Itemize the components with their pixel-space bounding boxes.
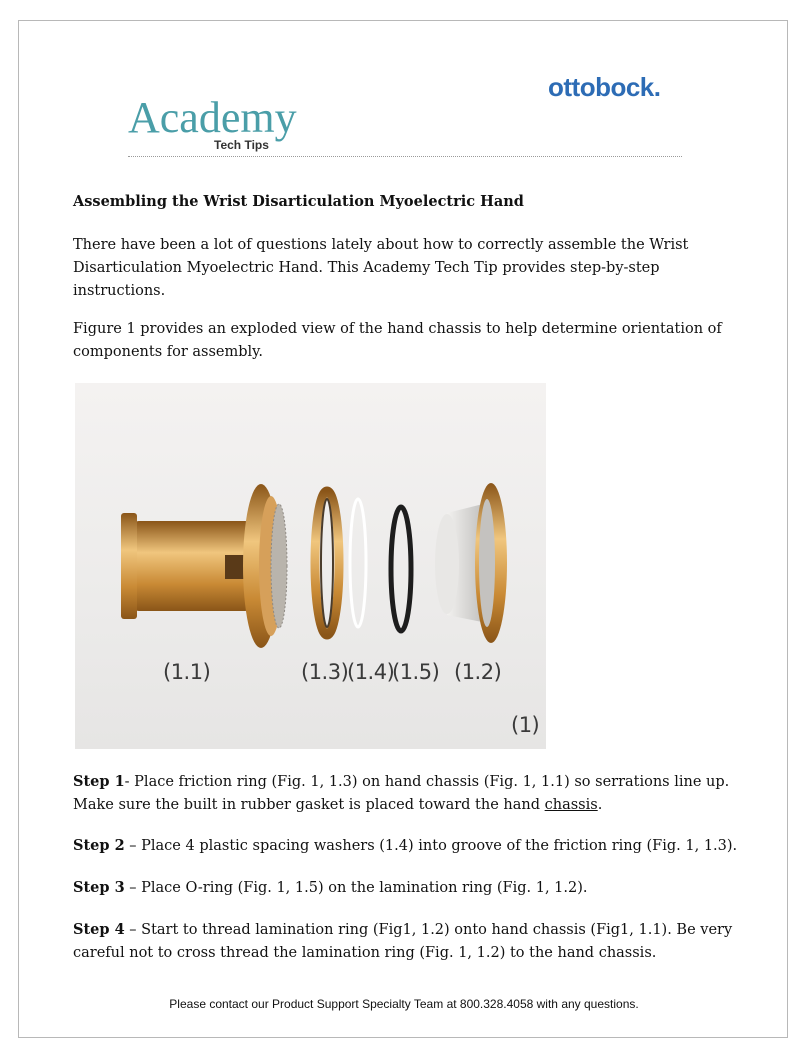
step-4-text: – Start to thread lamination ring (Fig1, 1.2) onto hand chassis (Fig1, 1.1). Be very <box>124 922 733 938</box>
step-4-line <box>73 918 753 942</box>
document-title: Assembling the Wrist Disarticulation Myoelectric Hand <box>73 193 524 210</box>
exploded-view-illustration <box>75 383 546 749</box>
ottobock-logo: ottobock. <box>548 72 661 102</box>
part-label-spacing-washers: (1.4) <box>347 660 395 684</box>
step-4-label: Step 4 <box>73 921 125 938</box>
intro-line: Disarticulation Myoelectric Hand. This Academy Tech Tip provides step-by-step instructions. <box>73 260 660 299</box>
step-4 <box>73 918 753 965</box>
step-3-text: – Place O-ring (Fig. 1, 1.5) on the lamination ring (Fig. 1, 1.2). <box>124 880 588 896</box>
part-label-o-ring: (1.5) <box>392 660 440 684</box>
step-1-text: Make sure the built in rubber gasket is placed toward the hand <box>73 797 545 813</box>
step-1 <box>73 770 753 817</box>
step-2-text: – Place 4 plastic spacing washers (1.4) into groove of the friction ring (Fig. 1, 1.3). <box>124 838 738 854</box>
step-1-line <box>73 770 753 794</box>
figure-intro-paragraph <box>73 318 753 364</box>
part-label-friction-ring: (1.3) <box>301 660 349 684</box>
step-2-label: Step 2 <box>73 837 125 854</box>
academy-logo-subtitle: Tech Tips <box>214 138 269 152</box>
step-3-label: Step 3 <box>73 879 125 896</box>
exploded-view-photo <box>75 383 546 749</box>
intro-paragraph <box>73 234 753 303</box>
hand-chassis-part <box>121 484 287 648</box>
intro-line: There have been a lot of questions lately about how to correctly assemble the Wrist <box>73 237 689 253</box>
contact-footer: Please contact our Product Support Specialty Team at 800.328.4058 with any questions. <box>169 997 639 1011</box>
header-divider <box>128 156 682 157</box>
figure-intro-line: components for assembly. <box>73 344 264 360</box>
part-label-hand-chassis: (1.1) <box>163 660 211 684</box>
step-1-line <box>73 794 753 817</box>
figure-intro-line: Figure 1 provides an exploded view of the hand chassis to help determine orientation of <box>73 321 722 337</box>
step-2 <box>73 834 753 858</box>
step-1-label: Step 1 <box>73 773 125 790</box>
lamination-ring-part <box>435 483 507 643</box>
step-2-line <box>73 834 753 858</box>
step-3 <box>73 876 753 900</box>
friction-ring-part <box>315 491 339 635</box>
step-3-line <box>73 876 753 900</box>
academy-logo-title: Academy <box>128 93 297 142</box>
spacing-washer-part <box>350 499 366 627</box>
step-4-line: careful not to cross thread the lamination ring (Fig. 1, 1.2) to the hand chassis. <box>73 945 657 961</box>
part-label-lamination-ring: (1.2) <box>454 660 502 684</box>
step-1-text: - Place friction ring (Fig. 1, 1.3) on hand chassis (Fig. 1, 1.1) so serrations line up. <box>124 774 730 790</box>
o-ring-part <box>391 507 411 631</box>
step-1-period: . <box>597 797 603 813</box>
figure-number-label: (1) <box>511 713 540 737</box>
step-1-underlined-word: chassis <box>544 797 598 813</box>
